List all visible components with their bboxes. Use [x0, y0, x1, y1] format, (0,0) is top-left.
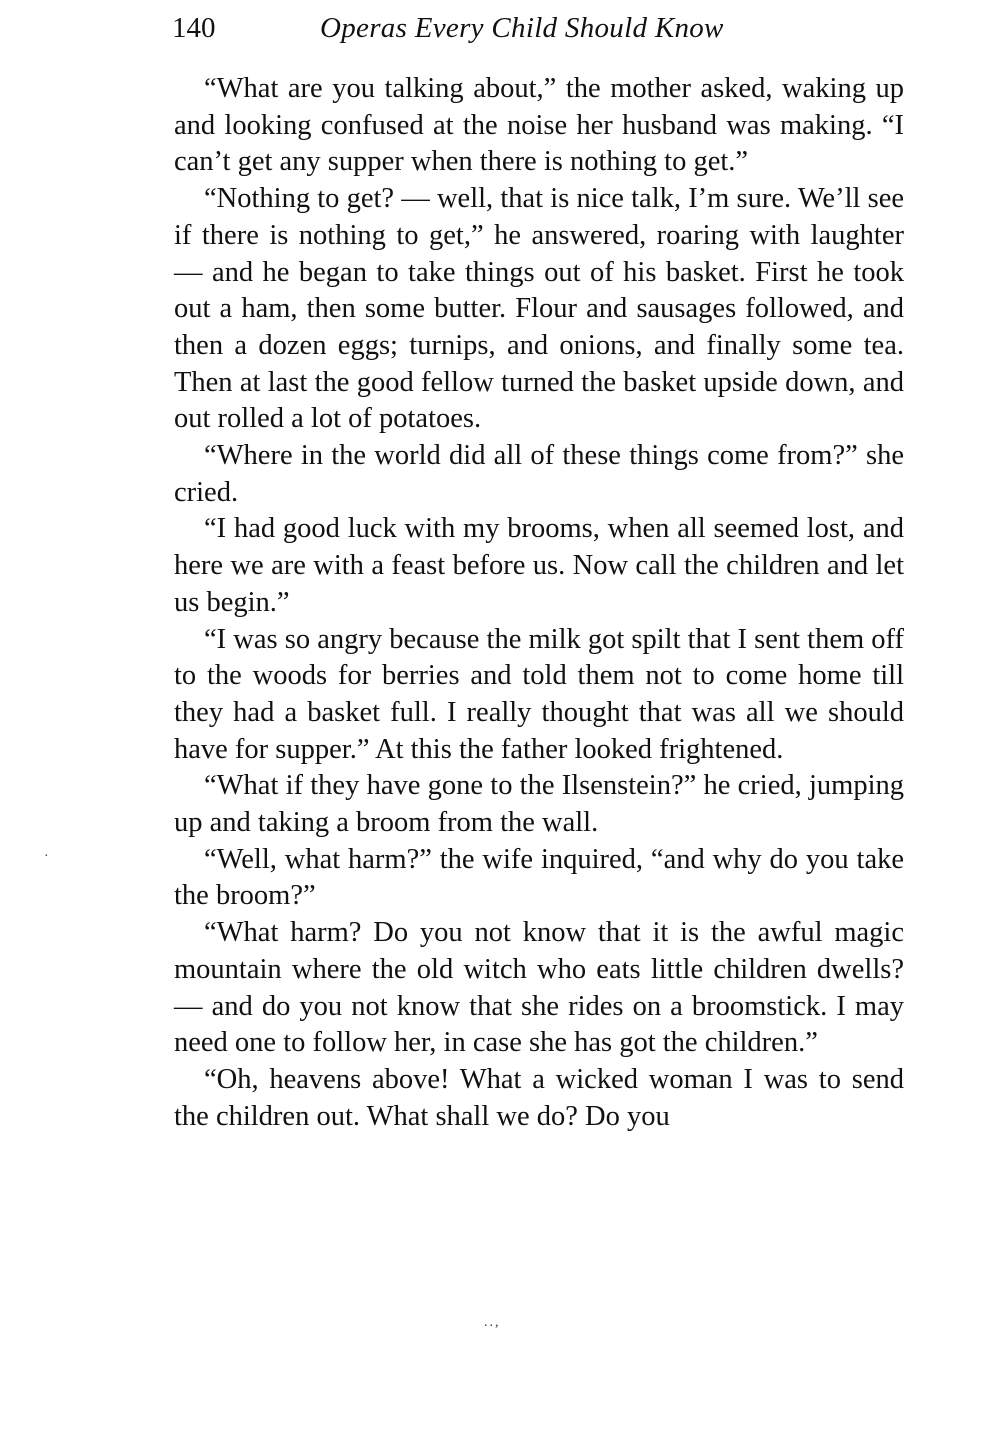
paragraph: “What if they have gone to the Ilsenstein?” he cried, jumping up and taking a broom from the wall.: [174, 770, 904, 839]
paragraph: “I was so angry because the milk got spilt that I sent them off to the woods for berries and told them not to come home till they had a basket full. I really thought that was all we should have for supper.” At this the father looked frightened.: [174, 623, 904, 765]
paragraph: “Where in the world did all of these things come from?” she cried.: [174, 440, 904, 508]
paragraph: “Oh, heavens above! What a wicked woman I was to send the children out. What shall we do? Do you: [174, 1063, 904, 1132]
paragraph: “I had good luck with my brooms, when all seemed lost, and here we are with a feast before us. Now call the children and let us begin.”: [174, 513, 904, 618]
page-number: 140: [172, 12, 216, 44]
paragraph: “What harm? Do you not know that it is the awful magic mountain where the old witch who eats little children dwells? — and do you not know that she rides on a broomstick. I may need one to follow her, in case she has got the children.”: [174, 917, 904, 1059]
paragraph: “Well, what harm?” the wife inquired, “and why do you take the broom?”: [174, 843, 904, 912]
page-header: [172, 8, 904, 48]
body-text: [174, 71, 904, 1135]
paragraph: “Nothing to get? — well, that is nice talk, I’m sure. We’ll see if there is nothing to get,” he answered, roaring with laughter — and he began to take things out of his basket. First he took out a ham, then some butter. Flour and sausages followed, and then a dozen eggs; turnips, and onions, and finally some tea. Then at last the good fellow turned the basket upside down, and out rolled a lot of potatoes.: [174, 183, 904, 435]
bottom-speck: ..,: [484, 1315, 501, 1330]
running-title: Operas Every Child Should Know: [320, 12, 724, 44]
margin-speck: ·: [44, 849, 49, 864]
paragraph: “What are you talking about,” the mother asked, waking up and looking confused at the noise her husband was making. “I can’t get any supper when there is nothing to get.”: [174, 73, 904, 178]
